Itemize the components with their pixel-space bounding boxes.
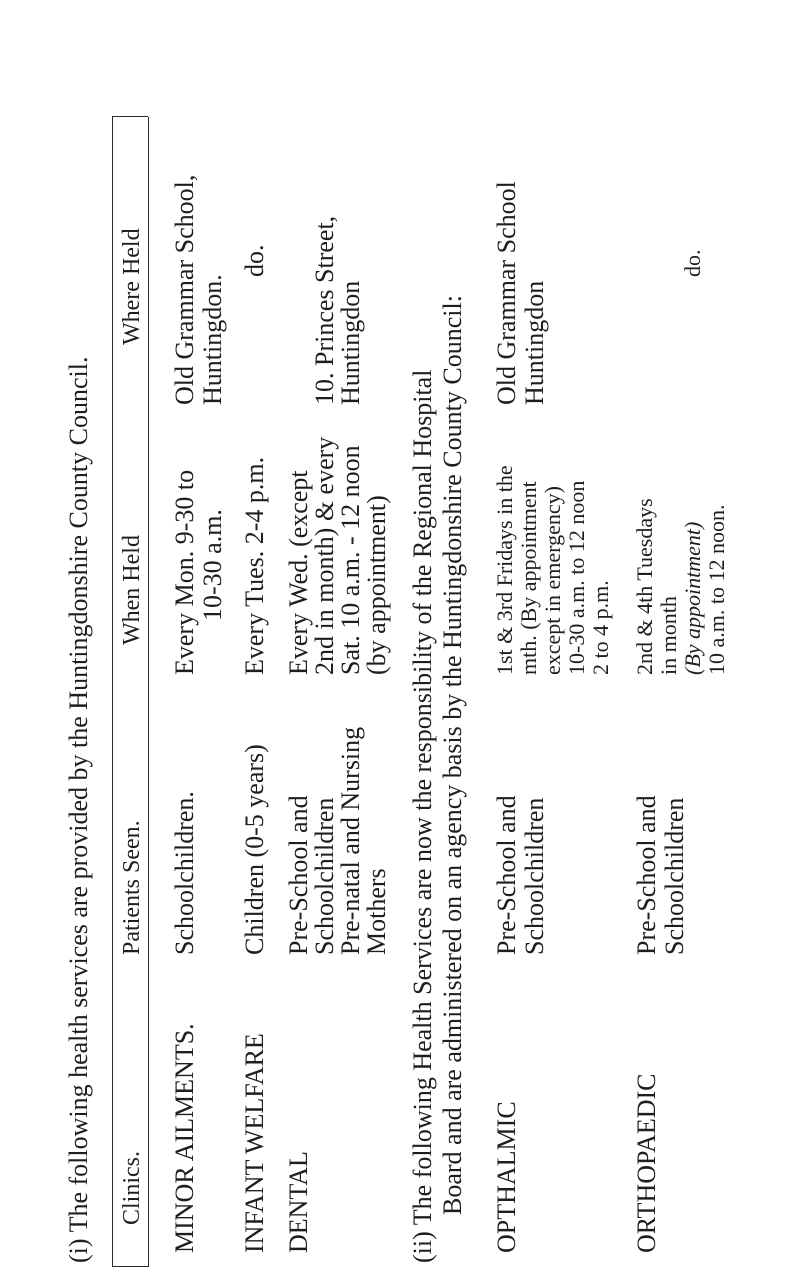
table-top-rule <box>112 117 113 1267</box>
table-row-clinic: INFANT WELFARE <box>240 1033 269 1253</box>
table-left-rule <box>112 1266 148 1267</box>
table-row-when: Every Mon. 9-30 to <box>170 469 199 675</box>
table-row-patients: Children (0-5 years) <box>240 744 269 955</box>
table-row-patients: Mothers <box>362 868 391 955</box>
table-row-where: do. <box>680 249 705 277</box>
table-row-patients: Pre-School and <box>492 795 521 955</box>
table-row-when: 2nd & 4th Tuesdays <box>632 498 657 675</box>
table-row-where: Huntingdon <box>336 280 365 405</box>
table-row-when: Every Tues. 2-4 p.m. <box>240 456 269 675</box>
table-row-when: 2 to 4 p.m. <box>588 580 613 675</box>
table-row-when: 1st & 3rd Fridays in the <box>492 465 517 675</box>
table-row-when: 10-30 a.m. <box>198 509 227 621</box>
table-row-when: 2nd in month) & every <box>310 436 339 675</box>
table-row-when: in month <box>656 596 681 675</box>
header-where-held: Where Held <box>119 228 145 345</box>
table-header-rule <box>148 117 149 1267</box>
section-2-intro: (ii) The following Health Services are now the responsibility of the Regional Hospital <box>408 369 437 1263</box>
header-patients-seen: Patients Seen. <box>119 820 145 955</box>
table-row-when: Sat. 10 a.m. - 12 noon <box>336 445 365 675</box>
header-when-held: When Held <box>119 535 145 645</box>
section-1-intro: (i) The following health services are provided by the Huntingdonshire County Council. <box>64 356 93 1263</box>
table-row-clinic: MINOR AILMENTS. <box>170 1023 199 1253</box>
table-row-where: Old Grammar School, <box>170 174 199 405</box>
table-right-rule <box>112 116 148 117</box>
table-row-clinic: OPTHALMIC <box>492 1101 521 1253</box>
table-row-when: except in emergency) <box>540 486 565 675</box>
table-row-patients: Schoolchildren <box>520 797 549 955</box>
section-2-intro: Board and are administered on an agency basis by the Huntingdonshire County Council: <box>438 295 467 1215</box>
table-row-when: (by appointment) <box>362 495 391 675</box>
table-row-patients: Schoolchildren <box>310 797 339 955</box>
table-row-where: Huntingdon. <box>198 274 227 405</box>
table-row-patients: Schoolchildren <box>660 797 689 955</box>
table-row-where: Old Grammar School <box>492 181 521 405</box>
header-clinics: Clinics. <box>119 1150 145 1225</box>
table-row-where: do. <box>240 244 269 277</box>
table-row-when: 10-30 a.m. to 12 noon <box>564 480 589 675</box>
table-row-when: (By appointment) <box>680 521 705 675</box>
table-row-where: Huntingdon <box>520 280 549 405</box>
table-row-patients: Pre-School and <box>632 795 661 955</box>
table-row-where: 10. Princes Street, <box>310 215 339 405</box>
table-row-clinic: DENTAL <box>284 1151 313 1253</box>
table-row-patients: Pre-natal and Nursing <box>336 726 365 955</box>
table-row-patients: Pre-School and <box>284 795 313 955</box>
table-row-when: mth. (By appointment <box>516 481 541 675</box>
table-row-when: 10 a.m. to 12 noon. <box>704 504 729 675</box>
table-row-when: Every Wed. (except <box>284 470 313 675</box>
table-row-clinic: ORTHOPAEDIC <box>632 1073 661 1253</box>
table-row-patients: Schoolchildren. <box>170 791 199 955</box>
